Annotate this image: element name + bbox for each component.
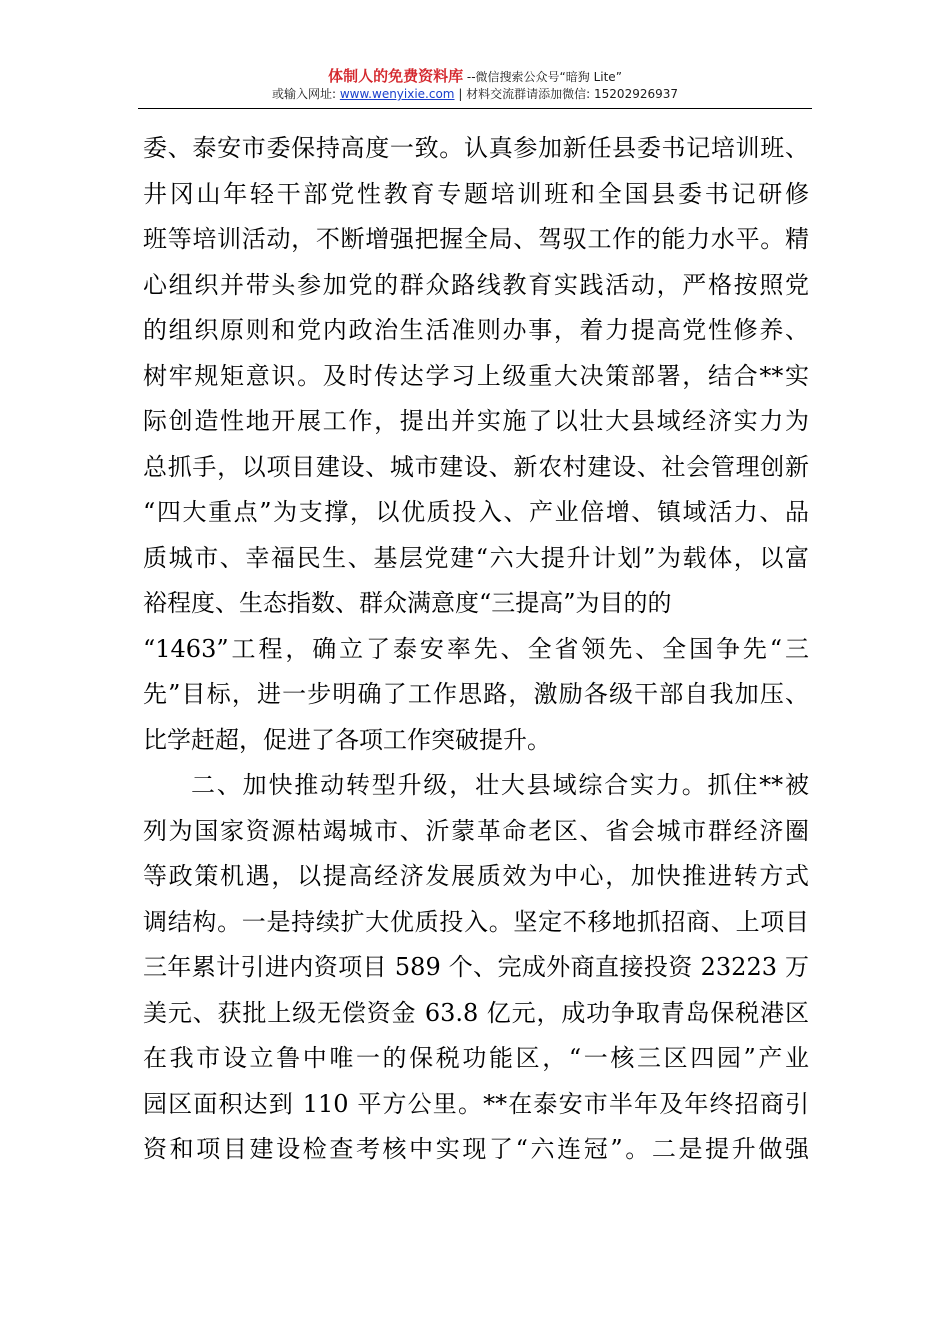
header-contact-line: [0, 86, 950, 103]
body-line: 先”目标，进一步明确了工作思路，激励各级干部自我加压、: [143, 680, 809, 708]
header-brand: 体制人的免费资料库: [328, 67, 464, 85]
body-line: 列为国家资源枯竭城市、沂蒙革命老区、省会城市群经济圈: [143, 816, 809, 845]
body-line: 等政策机遇，以提高经济发展质效为中心，加快推进转方式: [143, 862, 809, 890]
body-line: 三年累计引进内资项目 589 个、完成外商直接投资 23223 万: [143, 953, 809, 981]
header-url-prefix: 或输入网址:: [271, 87, 340, 101]
body-line: 委、泰安市委保持高度一致。认真参加新任县委书记培训班、: [143, 134, 809, 162]
body-line: 质城市、幸福民生、基层党建“六大提升计划”为载体，以富: [143, 543, 809, 572]
body-line: 井冈山年轻干部党性教育专题培训班和全国县委书记研修: [143, 179, 809, 208]
body-line: 园区面积达到 110 平方公里。**在泰安市半年及年终招商引: [143, 1089, 809, 1118]
body-line: 际创造性地开展工作，提出并实施了以壮大县域经济实力为: [143, 407, 809, 435]
body-line: 心组织并带头参加党的群众路线教育实践活动，严格按照党: [143, 270, 809, 299]
page-header: [0, 66, 950, 103]
body-line: 美元、获批上级无偿资金 63.8 亿元，成功争取青岛保税港区: [143, 998, 809, 1027]
body-line: 资和项目建设检查考核中实现了“六连冠”。二是提升做强: [143, 1135, 809, 1163]
header-contact: | 材料交流群请添加微信: 15202926937: [454, 87, 679, 101]
body-line: 的组织原则和党内政治生活准则办事，着力提高党性修养、: [143, 316, 809, 344]
body-line: “1463”工程，确立了泰安率先、全省领先、全国争先“三: [143, 634, 809, 663]
body-line: “四大重点”为支撑，以优质投入、产业倍增、镇域活力、品: [143, 498, 809, 526]
body-line: 树牢规矩意识。及时传达学习上级重大决策部署，结合**实: [143, 361, 809, 390]
header-tagline: --微信搜索公众号“暗狗 Lite”: [463, 70, 622, 84]
section-heading-line: 二、加快推动转型升级，壮大县域综合实力。抓住**被: [191, 771, 809, 799]
body-line: 裕程度、生态指数、群众满意度“三提高”为目的的: [143, 589, 672, 617]
header-title-line: [0, 66, 950, 86]
header-divider: [138, 108, 812, 109]
document-body: [143, 126, 809, 1173]
body-line: 班等培训活动，不断增强把握全局、驾驭工作的能力水平。精: [143, 225, 809, 253]
body-line: 调结构。一是持续扩大优质投入。坚定不移地抓招商、上项目: [143, 907, 809, 936]
body-line: 在我市设立鲁中唯一的保税功能区，“一核三区四园”产业: [143, 1044, 809, 1072]
body-line: 总抓手，以项目建设、城市建设、新农村建设、社会管理创新: [143, 452, 809, 481]
header-url-link[interactable]: www.wenyixie.com: [339, 87, 455, 101]
body-line: 比学赶超，促进了各项工作突破提升。: [143, 725, 551, 754]
